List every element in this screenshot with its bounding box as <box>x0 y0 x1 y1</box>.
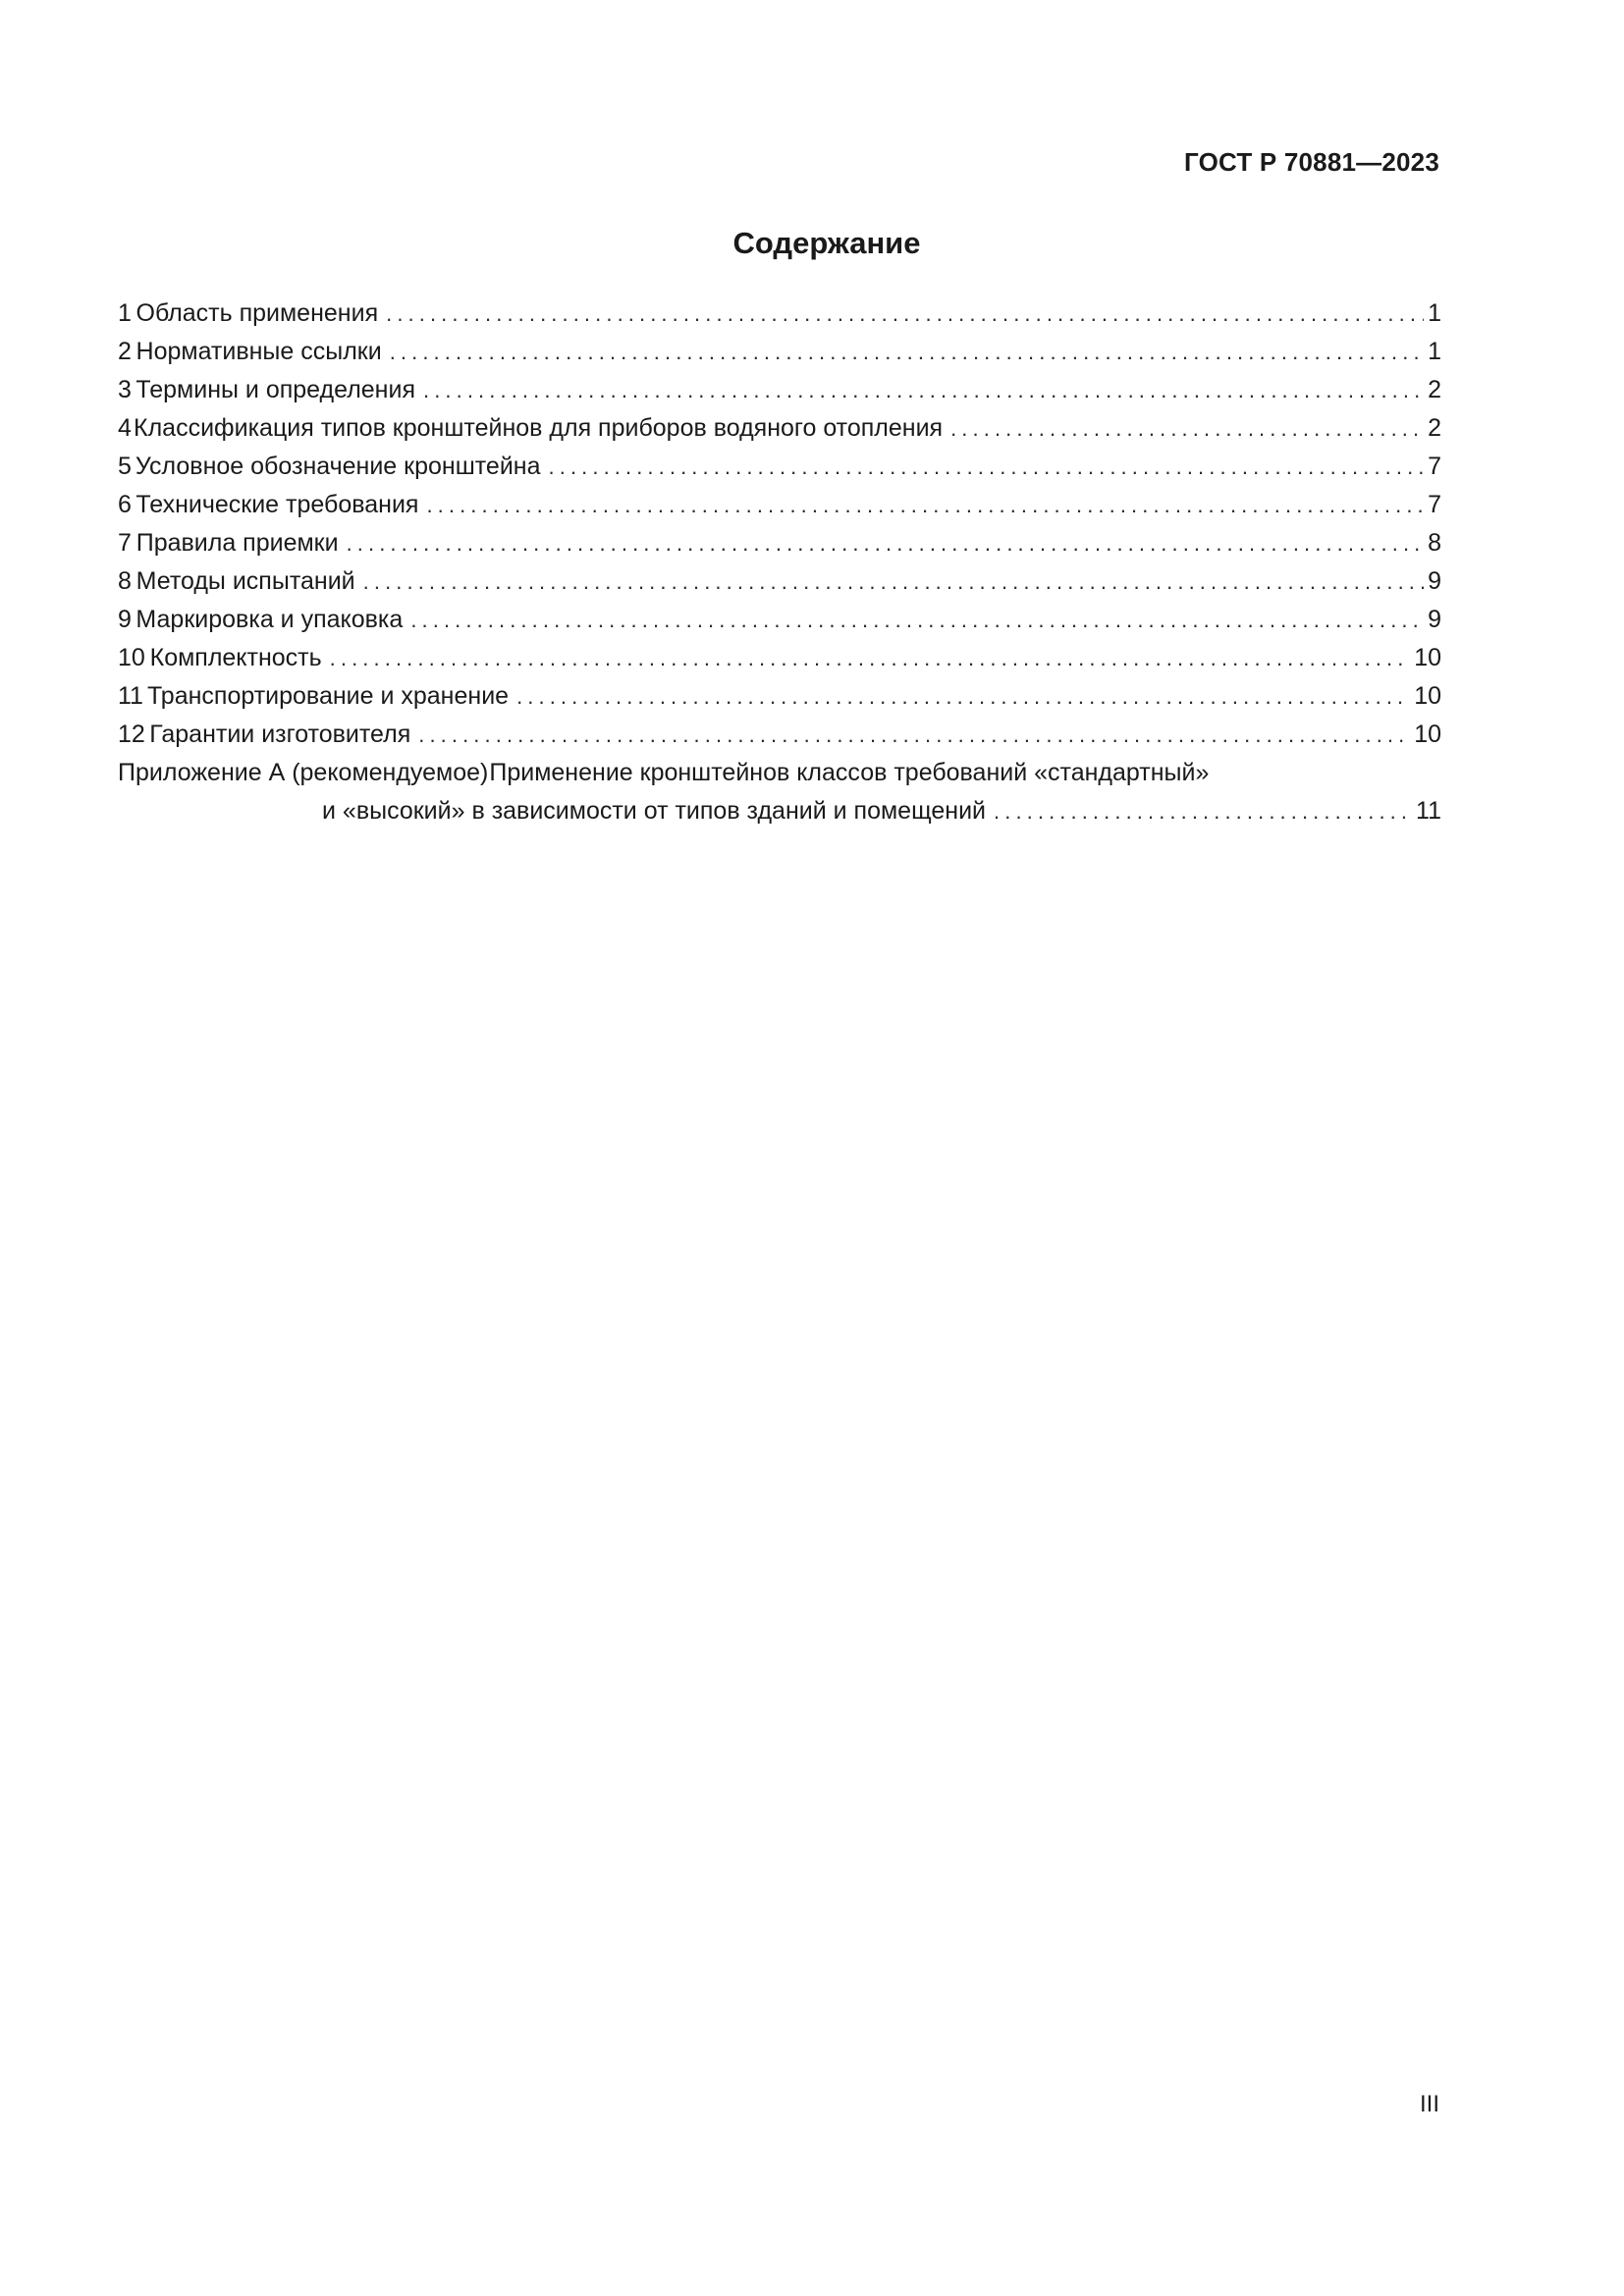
toc-item-number: 12 <box>118 721 145 748</box>
toc-item-title: Транспортирование и хранение <box>146 682 510 710</box>
toc-dot-leader <box>516 677 1410 716</box>
toc-item[interactable] <box>118 716 1441 754</box>
toc-appendix-title-line1: Применение кронштейнов классов требований «стандартный» <box>489 759 1210 786</box>
toc-item-title: Гарантии изготовителя <box>149 721 411 748</box>
toc-item-page: 9 <box>1428 606 1441 633</box>
toc-item-title: Правила приемки <box>135 529 339 557</box>
toc-dot-leader <box>390 333 1424 371</box>
toc-item[interactable] <box>118 371 1441 409</box>
toc-item-number: 5 <box>118 453 132 480</box>
toc-item-number: 1 <box>118 299 132 327</box>
toc-item-number: 6 <box>118 491 132 518</box>
toc-item-page: 10 <box>1414 644 1441 671</box>
toc-dot-leader <box>347 524 1425 562</box>
toc-item-page: 7 <box>1428 453 1441 480</box>
table-of-contents <box>118 294 1441 830</box>
toc-item[interactable] <box>118 639 1441 677</box>
toc-item[interactable] <box>118 562 1441 601</box>
toc-item-title: Область применения <box>135 299 379 327</box>
toc-item-number: 10 <box>118 644 145 671</box>
toc-dot-leader <box>423 371 1424 409</box>
toc-item-title: Классификация типов кронштейнов для приборов водяного отопления <box>134 414 944 442</box>
toc-appendix-continuation[interactable] <box>118 792 1441 830</box>
toc-item[interactable] <box>118 294 1441 333</box>
toc-dot-leader <box>994 792 1412 830</box>
toc-item-page: 1 <box>1428 338 1441 365</box>
toc-item[interactable] <box>118 486 1441 524</box>
toc-item-number: 11 <box>118 682 143 710</box>
toc-item[interactable] <box>118 409 1441 448</box>
toc-appendix-label: Приложение А (рекомендуемое) <box>118 759 489 786</box>
toc-dot-leader <box>418 716 1410 754</box>
toc-item-page: 7 <box>1428 491 1441 518</box>
toc-item[interactable] <box>118 333 1441 371</box>
toc-dot-leader <box>426 486 1424 524</box>
toc-dot-leader <box>363 562 1424 601</box>
toc-item-title: Маркировка и упаковка <box>135 606 404 633</box>
toc-item-title: Методы испытаний <box>135 567 355 595</box>
toc-item-page: 10 <box>1414 682 1441 710</box>
toc-item-page: 1 <box>1428 299 1441 327</box>
toc-item-number: 2 <box>118 338 132 365</box>
toc-title: Содержание <box>732 226 921 260</box>
toc-item-page: 2 <box>1428 376 1441 403</box>
toc-item-number: 8 <box>118 567 132 595</box>
toc-appendix[interactable] <box>118 754 1441 792</box>
toc-item-title: Комплектность <box>149 644 322 671</box>
toc-dot-leader <box>410 601 1424 639</box>
toc-item-page: 8 <box>1428 529 1441 557</box>
toc-item[interactable] <box>118 677 1441 716</box>
toc-item[interactable] <box>118 448 1441 486</box>
toc-item-title: Термины и определения <box>135 376 415 403</box>
toc-item-number: 3 <box>118 376 132 403</box>
toc-dot-leader <box>549 448 1425 486</box>
toc-item-page: 2 <box>1428 414 1441 442</box>
toc-dot-leader <box>950 409 1424 448</box>
toc-dot-leader <box>386 294 1424 333</box>
toc-item-page: 9 <box>1428 567 1441 595</box>
toc-appendix-page: 11 <box>1416 797 1441 825</box>
toc-item-number: 4 <box>118 414 132 442</box>
toc-item-title: Условное обозначение кронштейна <box>135 453 541 480</box>
toc-item-number: 9 <box>118 606 132 633</box>
toc-dot-leader <box>330 639 1411 677</box>
toc-item-page: 10 <box>1414 721 1441 748</box>
document-code: ГОСТ Р 70881—2023 <box>1184 147 1439 177</box>
toc-item[interactable] <box>118 601 1441 639</box>
toc-item[interactable] <box>118 524 1441 562</box>
toc-appendix-title-line2: и «высокий» в зависимости от типов зданий и помещений <box>322 797 987 825</box>
page-number: III <box>1419 2091 1439 2117</box>
toc-item-title: Нормативные ссылки <box>135 338 382 365</box>
toc-item-title: Технические требования <box>135 491 419 518</box>
toc-item-number: 7 <box>118 529 132 557</box>
